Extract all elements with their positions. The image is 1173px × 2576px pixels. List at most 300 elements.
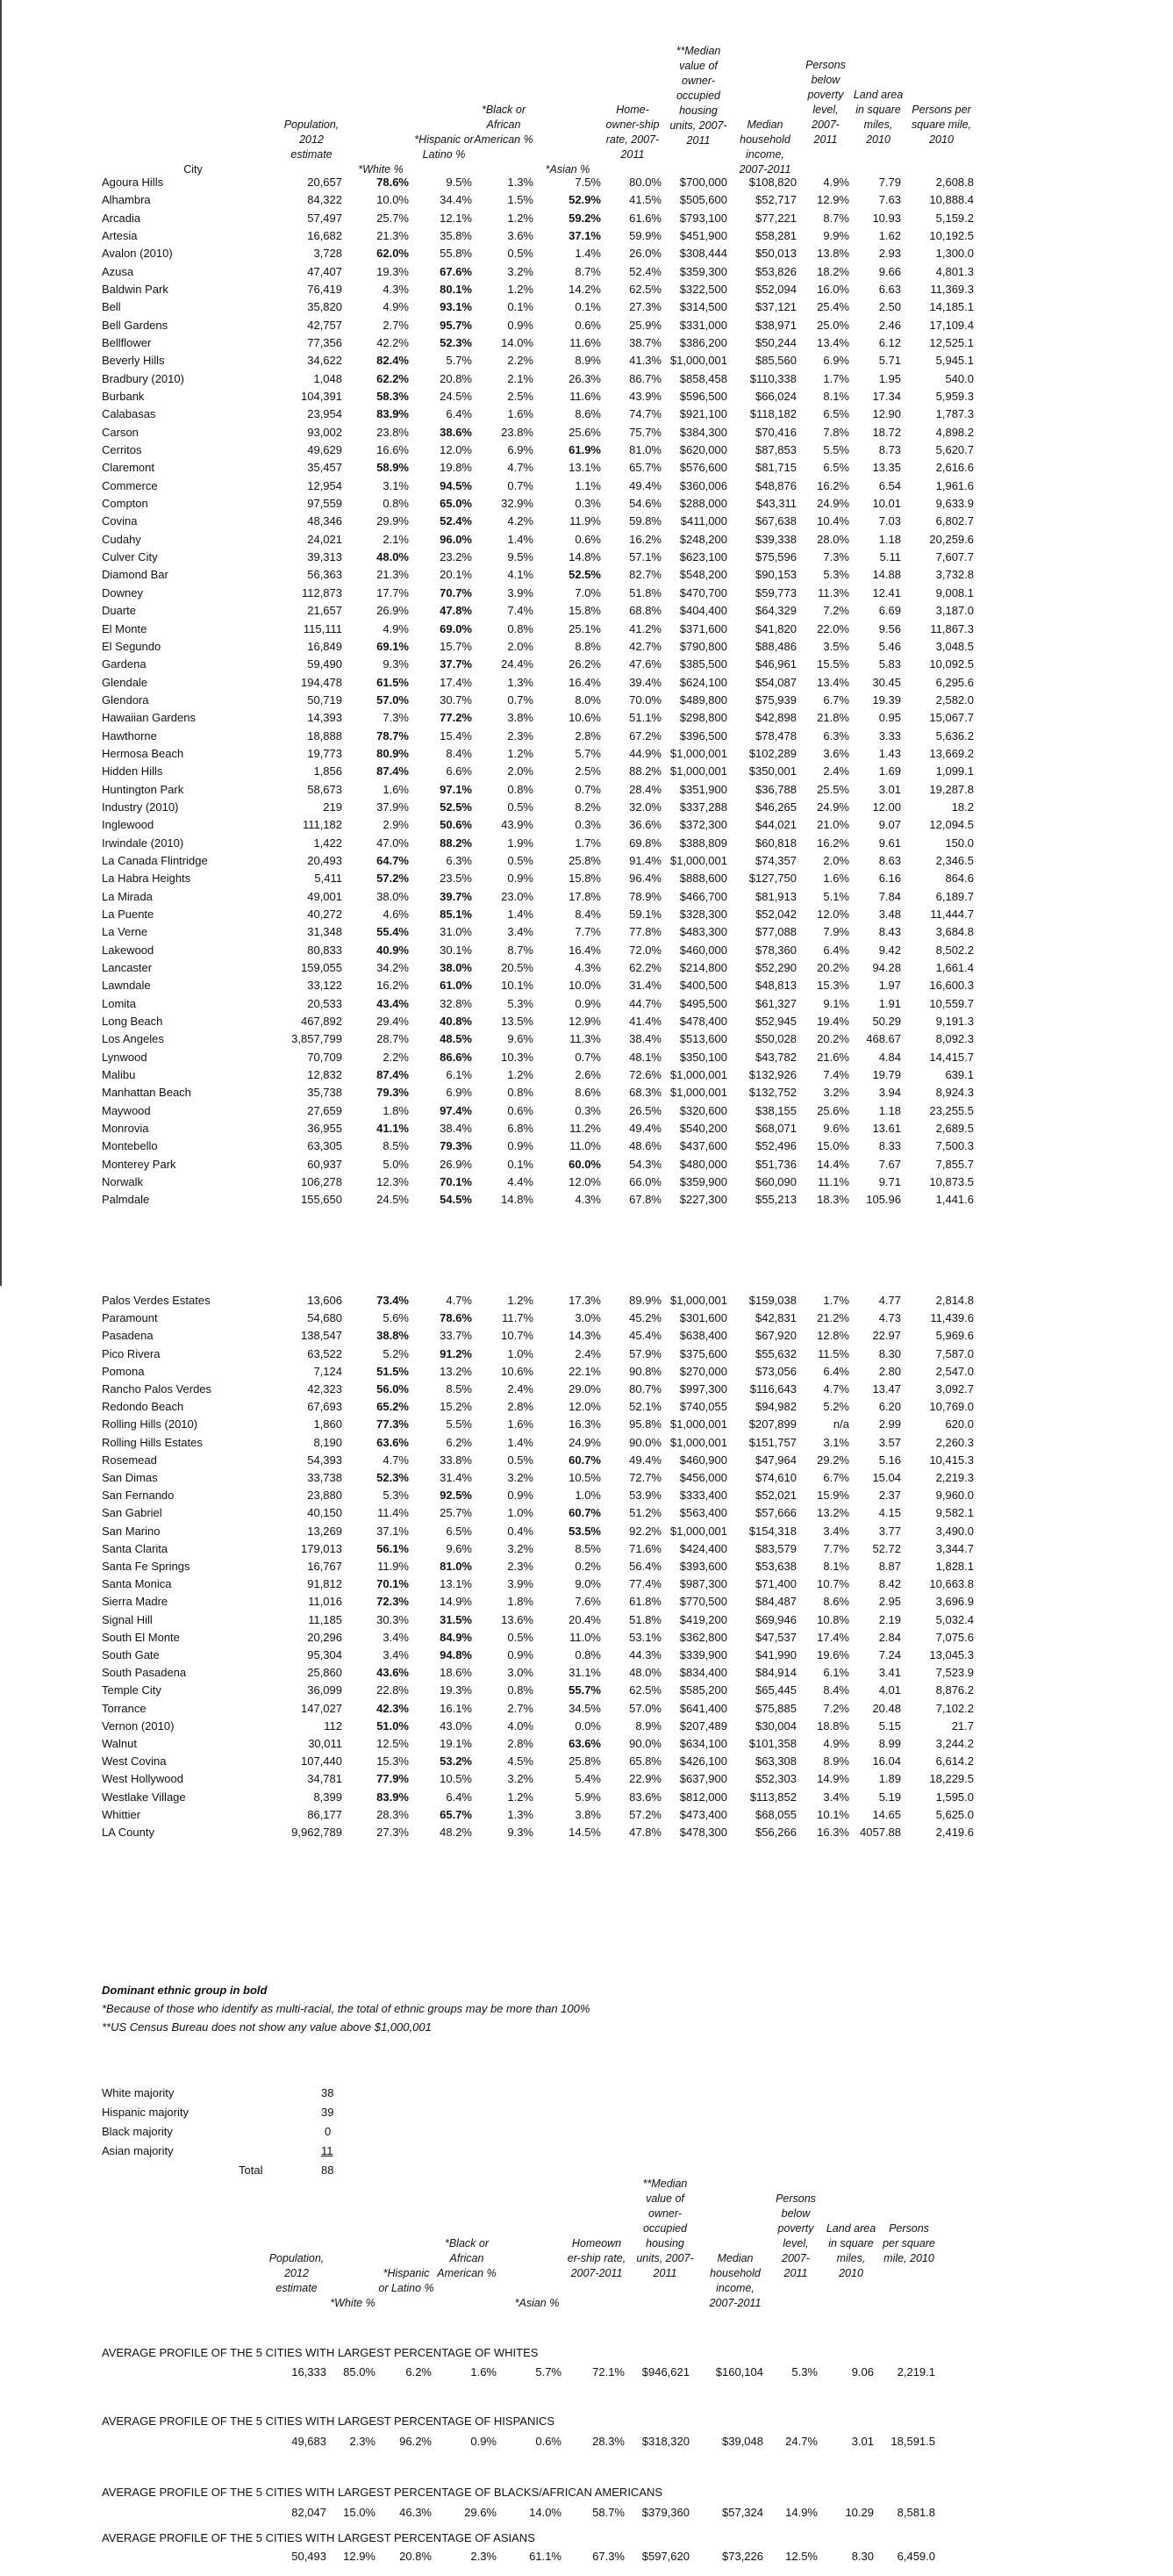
- city-name-cell: Monterey Park: [102, 1157, 176, 1171]
- data-cell: 11.7%: [502, 1311, 533, 1325]
- data-cell: 0.9%: [507, 1489, 533, 1503]
- data-cell: 62.5%: [629, 1683, 662, 1697]
- city-name-cell: Artesia: [102, 229, 138, 243]
- data-cell: 10.6%: [569, 711, 601, 725]
- profile-cell: 15.0%: [343, 2506, 376, 2519]
- profile-cell: $946,621: [641, 2365, 690, 2379]
- table-row: [0, 1487, 1173, 1504]
- data-cell: 12.0%: [440, 443, 472, 457]
- data-cell: 20,493: [307, 853, 342, 867]
- data-cell: 83.6%: [629, 1790, 662, 1804]
- data-cell: 9,960.0: [935, 1489, 974, 1503]
- header-black: *Black or African American %: [437, 2237, 497, 2279]
- city-name-cell: Gardena: [102, 657, 147, 671]
- data-cell: $812,000: [679, 1790, 727, 1804]
- data-cell: 29.0%: [569, 1382, 601, 1396]
- data-cell: 115,111: [303, 621, 342, 635]
- data-cell: $52,021: [755, 1489, 797, 1503]
- data-cell: 57.2%: [629, 1807, 662, 1821]
- data-cell: 22.9%: [629, 1772, 662, 1786]
- data-cell: 26.9%: [440, 1157, 472, 1171]
- data-cell: 6.20: [878, 1400, 901, 1414]
- data-cell: 18.3%: [817, 1193, 849, 1207]
- data-cell: 43.9%: [501, 818, 533, 832]
- data-cell: 5.5%: [823, 443, 849, 457]
- data-cell: 52.5%: [440, 800, 472, 814]
- data-cell: 10.3%: [501, 1050, 533, 1064]
- data-cell: 72.0%: [629, 943, 662, 957]
- data-cell: $740,055: [679, 1400, 727, 1414]
- data-cell: 91.2%: [440, 1346, 472, 1360]
- data-cell: 20,296: [307, 1630, 342, 1644]
- data-cell: 66.0%: [629, 1175, 662, 1189]
- data-cell: 60.7%: [569, 1506, 601, 1520]
- data-cell: 48,346: [307, 514, 342, 528]
- header-black: *Black or African American %: [474, 104, 533, 146]
- data-cell: 70.1%: [440, 1175, 472, 1189]
- data-cell: 5.4%: [575, 1772, 601, 1786]
- data-cell: 63,305: [307, 1139, 342, 1153]
- data-cell: 20,533: [307, 996, 342, 1010]
- data-cell: 6.2%: [446, 1435, 472, 1449]
- data-cell: 16,600.3: [929, 979, 974, 993]
- data-cell: 11.9%: [569, 514, 601, 528]
- data-cell: $67,638: [755, 514, 797, 528]
- data-cell: 1.2%: [507, 1294, 533, 1307]
- data-cell: $54,087: [755, 675, 797, 689]
- data-cell: 10.7%: [817, 1577, 849, 1591]
- data-cell: 4.77: [878, 1294, 901, 1307]
- profile-cell: 96.2%: [399, 2435, 432, 2448]
- data-cell: 13.35: [872, 461, 901, 475]
- data-cell: 28.0%: [817, 532, 849, 546]
- data-cell: 12.41: [872, 585, 901, 599]
- data-cell: 4.3%: [575, 1193, 601, 1207]
- data-cell: 14.8%: [569, 550, 601, 564]
- data-cell: 7.67: [878, 1157, 901, 1171]
- data-cell: $65,445: [755, 1683, 797, 1697]
- city-name-cell: La Verne: [102, 925, 148, 939]
- city-name-cell: La Puente: [102, 907, 154, 921]
- data-cell: 3,490.0: [935, 1524, 974, 1538]
- data-cell: 51.1%: [629, 711, 662, 725]
- table-row: [0, 1013, 1173, 1030]
- table-row: [0, 728, 1173, 745]
- data-cell: 9.6%: [507, 1032, 533, 1046]
- data-cell: 5.9%: [575, 1790, 601, 1804]
- data-cell: $64,329: [755, 604, 797, 618]
- city-name-cell: La Canada Flintridge: [102, 853, 208, 867]
- data-cell: 80,833: [307, 943, 342, 957]
- data-cell: 25.6%: [569, 425, 601, 439]
- data-cell: 2.46: [878, 318, 901, 332]
- data-cell: 1.2%: [507, 283, 533, 297]
- data-cell: 15.2%: [440, 1400, 472, 1414]
- data-cell: 3.94: [878, 1086, 901, 1100]
- data-cell: 13.1%: [440, 1577, 472, 1591]
- data-cell: 22.0%: [817, 621, 849, 635]
- data-cell: 59.2%: [569, 211, 601, 225]
- table-row: [0, 1593, 1173, 1611]
- data-cell: 34.2%: [376, 960, 409, 974]
- data-cell: $227,300: [679, 1193, 727, 1207]
- data-cell: 38.4%: [440, 1122, 472, 1136]
- data-cell: 87.4%: [376, 1068, 409, 1081]
- data-cell: 8,092.3: [935, 1032, 974, 1046]
- data-cell: 16.3%: [817, 1826, 849, 1839]
- data-cell: $52,290: [755, 960, 797, 974]
- table-row: [0, 495, 1173, 513]
- profile-cell: 16,333: [291, 2365, 326, 2379]
- data-cell: 7.3%: [823, 550, 849, 564]
- majority-row-asian: [102, 2142, 365, 2161]
- table-row: [0, 763, 1173, 780]
- data-cell: 8.33: [878, 1139, 901, 1153]
- data-cell: $74,610: [755, 1471, 797, 1484]
- data-cell: 6,295.6: [935, 675, 974, 689]
- data-cell: 16.3%: [569, 1417, 601, 1432]
- data-cell: $489,800: [679, 692, 727, 707]
- data-cell: 18.72: [872, 425, 901, 439]
- profile-row: [0, 2548, 1173, 2565]
- table-row: [0, 745, 1173, 763]
- data-cell: 11.2%: [569, 1122, 601, 1136]
- city-name-cell: Pico Rivera: [102, 1346, 161, 1360]
- table-row: [0, 424, 1173, 441]
- data-cell: 1.0%: [575, 1489, 601, 1503]
- data-cell: 5.0%: [383, 1157, 409, 1171]
- city-name-cell: South Pasadena: [102, 1666, 187, 1680]
- data-cell: 6.5%: [823, 461, 849, 475]
- data-cell: 33,738: [307, 1471, 342, 1484]
- data-cell: 19.39: [872, 692, 901, 707]
- profile-cell: 9.06: [851, 2365, 874, 2379]
- data-cell: $41,990: [755, 1648, 797, 1661]
- data-cell: 4.4%: [507, 1175, 533, 1189]
- data-cell: $921,100: [679, 407, 727, 421]
- header-hispanic: *Hispanic or Latino %: [378, 2267, 434, 2294]
- table-row: [0, 1173, 1173, 1191]
- table-row: [0, 692, 1173, 709]
- data-cell: $1,000,001: [669, 1086, 727, 1100]
- profile-cell: 2.3%: [349, 2435, 376, 2448]
- data-cell: $1,000,001: [669, 1294, 727, 1307]
- data-cell: 1,048: [313, 371, 342, 385]
- data-cell: 3.57: [878, 1435, 901, 1449]
- data-cell: 9,633.9: [935, 497, 974, 511]
- table-row: [0, 1292, 1173, 1310]
- data-cell: 59.1%: [629, 907, 662, 921]
- data-cell: 15.04: [872, 1471, 901, 1484]
- data-cell: $624,100: [679, 675, 727, 689]
- data-cell: 37.7%: [440, 657, 472, 671]
- data-cell: 11,439.6: [930, 1311, 974, 1325]
- data-cell: 96.0%: [440, 532, 472, 546]
- data-cell: 1.2%: [507, 1790, 533, 1804]
- data-cell: $700,000: [679, 176, 727, 189]
- data-cell: 1.6%: [383, 782, 409, 796]
- data-cell: 10,559.7: [929, 996, 974, 1010]
- data-cell: 21.6%: [817, 1050, 849, 1064]
- data-cell: 48.2%: [440, 1826, 472, 1839]
- data-cell: 7.5%: [575, 176, 601, 189]
- data-cell: $87,853: [755, 443, 797, 457]
- data-cell: $75,885: [755, 1701, 797, 1715]
- data-cell: 15.9%: [817, 1489, 849, 1503]
- data-cell: $61,327: [755, 996, 797, 1010]
- data-cell: 8.1%: [823, 390, 849, 404]
- data-cell: 12,525.1: [929, 336, 974, 350]
- data-cell: 21.3%: [376, 229, 409, 243]
- data-cell: $52,717: [755, 193, 797, 207]
- data-cell: 77.2%: [440, 711, 472, 725]
- data-cell: 107,440: [301, 1754, 342, 1769]
- table-row: [0, 870, 1173, 887]
- data-cell: 12.00: [872, 800, 901, 814]
- data-cell: 0.7%: [507, 692, 533, 707]
- data-cell: 1.1%: [575, 478, 601, 492]
- data-cell: 42,323: [307, 1382, 342, 1396]
- profile-cell: 24.7%: [785, 2435, 818, 2448]
- data-cell: 12.0%: [569, 1400, 601, 1414]
- data-cell: 8.99: [878, 1737, 901, 1750]
- table-row: [0, 245, 1173, 262]
- majority-row-white: [102, 2084, 365, 2103]
- data-cell: 3,048.5: [935, 639, 974, 653]
- data-cell: $513,600: [679, 1032, 727, 1046]
- data-cell: 55.4%: [376, 925, 409, 939]
- data-cell: 9.3%: [383, 657, 409, 671]
- data-cell: 19.3%: [440, 1683, 472, 1697]
- data-cell: 31.4%: [440, 1471, 472, 1484]
- data-cell: 6.9%: [823, 354, 849, 368]
- data-cell: 69.1%: [376, 639, 409, 653]
- data-cell: 4.7%: [507, 461, 533, 475]
- profile-cell: 14.9%: [785, 2506, 818, 2519]
- data-cell: 97.4%: [440, 1103, 472, 1117]
- profile-cell: 50,493: [291, 2550, 326, 2563]
- data-cell: 17.3%: [569, 1294, 601, 1307]
- data-cell: 1.9%: [507, 836, 533, 850]
- data-cell: 7.79: [878, 176, 901, 189]
- data-cell: 16.2%: [817, 836, 849, 850]
- data-cell: $77,221: [755, 211, 797, 225]
- profile-cell: 28.3%: [592, 2435, 625, 2448]
- data-cell: $52,094: [755, 283, 797, 297]
- data-cell: 11.9%: [377, 1560, 409, 1573]
- data-cell: $75,596: [755, 550, 797, 564]
- data-cell: 59,490: [307, 657, 342, 671]
- data-cell: $888,600: [679, 872, 727, 886]
- data-cell: 32.0%: [629, 800, 662, 814]
- data-cell: 47.6%: [629, 657, 662, 671]
- city-name-cell: Vernon (2010): [102, 1719, 175, 1733]
- data-cell: $52,303: [755, 1772, 797, 1786]
- data-cell: $384,300: [679, 425, 727, 439]
- data-cell: 9.61: [878, 836, 901, 850]
- table-row: [0, 585, 1173, 602]
- data-cell: $505,600: [679, 193, 727, 207]
- data-cell: 43.0%: [440, 1719, 472, 1733]
- data-cell: 33.7%: [440, 1329, 472, 1343]
- data-cell: 4.2%: [507, 514, 533, 528]
- city-name-cell: Hawaiian Gardens: [102, 711, 196, 725]
- data-cell: $83,579: [755, 1541, 797, 1555]
- data-cell: 47.8%: [440, 604, 472, 618]
- data-cell: 5.15: [878, 1719, 901, 1733]
- data-cell: $127,750: [748, 872, 797, 886]
- data-cell: 1.4%: [507, 532, 533, 546]
- data-cell: 0.6%: [575, 532, 601, 546]
- table-row: [0, 370, 1173, 388]
- data-cell: 12.0%: [817, 907, 849, 921]
- data-cell: 80.1%: [440, 283, 472, 297]
- data-cell: 11.6%: [569, 390, 601, 404]
- data-cell: 9.42: [878, 943, 901, 957]
- data-cell: 3,187.0: [935, 604, 974, 618]
- data-cell: 65.8%: [629, 1754, 662, 1769]
- data-cell: 219: [323, 800, 342, 814]
- table-row: [0, 656, 1173, 673]
- data-cell: $47,964: [755, 1453, 797, 1467]
- data-cell: 14.9%: [817, 1772, 849, 1786]
- city-name-cell: Rosemead: [102, 1453, 157, 1467]
- data-cell: $94,982: [755, 1400, 797, 1414]
- city-name-cell: Beverly Hills: [102, 354, 165, 368]
- data-cell: 14,393: [307, 711, 342, 725]
- city-name-cell: West Hollywood: [102, 1772, 183, 1786]
- table-row: [0, 799, 1173, 816]
- data-cell: $48,813: [755, 979, 797, 993]
- city-name-cell: Lakewood: [102, 943, 154, 957]
- data-cell: 87.4%: [376, 764, 409, 779]
- data-cell: 52.3%: [376, 1471, 409, 1484]
- data-cell: $770,500: [679, 1595, 727, 1609]
- table-row: [0, 1504, 1173, 1522]
- data-cell: 4.73: [878, 1311, 901, 1325]
- header-poverty: Persons below poverty level, 2007-2011: [776, 2192, 816, 2279]
- data-cell: 38.6%: [440, 425, 472, 439]
- data-cell: 23.5%: [440, 872, 472, 886]
- data-cell: 28.7%: [376, 1032, 409, 1046]
- data-cell: 1.6%: [823, 872, 849, 886]
- data-cell: 91.4%: [629, 853, 662, 867]
- data-cell: 36.6%: [629, 818, 662, 832]
- data-cell: 7.24: [878, 1648, 901, 1661]
- majority-value: 38: [321, 2086, 334, 2099]
- data-cell: 6.16: [878, 872, 901, 886]
- profile-cell: 58.7%: [592, 2506, 625, 2519]
- table-row: [0, 1120, 1173, 1137]
- data-cell: 0.8%: [383, 497, 409, 511]
- profile-cell: 61.1%: [529, 2550, 561, 2563]
- data-cell: 19,773: [307, 746, 342, 760]
- city-name-cell: Pasadena: [102, 1329, 154, 1343]
- city-name-cell: Covina: [102, 514, 138, 528]
- profile-cell: 46.3%: [399, 2506, 432, 2519]
- data-cell: 44.3%: [629, 1648, 662, 1661]
- data-cell: 55.7%: [569, 1683, 601, 1697]
- data-cell: 22.97: [872, 1329, 901, 1343]
- profile-cell: $73,226: [722, 2550, 763, 2563]
- data-cell: 4.9%: [383, 621, 409, 635]
- data-cell: 8.9%: [575, 354, 601, 368]
- data-cell: 3.1%: [823, 1435, 849, 1449]
- city-name-cell: Huntington Park: [102, 782, 184, 796]
- data-cell: 78.6%: [376, 176, 409, 189]
- city-name-cell: Irwindale (2010): [102, 836, 184, 850]
- data-cell: $460,000: [679, 943, 727, 957]
- city-name-cell: Montebello: [102, 1139, 158, 1153]
- data-cell: 88.2%: [440, 836, 472, 850]
- profile-cell: 10.29: [845, 2506, 874, 2519]
- data-cell: $116,643: [749, 1382, 797, 1396]
- data-cell: $53,826: [755, 264, 797, 278]
- data-cell: 0.6%: [507, 1103, 533, 1117]
- data-cell: 3.2%: [823, 1086, 849, 1100]
- data-cell: 6,802.7: [935, 514, 974, 528]
- data-cell: $151,757: [748, 1435, 797, 1449]
- data-cell: 32.9%: [501, 497, 533, 511]
- data-cell: $790,800: [679, 639, 727, 653]
- data-cell: 13.5%: [501, 1014, 533, 1028]
- data-cell: 2,219.3: [935, 1471, 974, 1484]
- data-cell: 13,045.3: [929, 1648, 974, 1661]
- table-row: [0, 1540, 1173, 1558]
- data-cell: 2,547.0: [935, 1364, 974, 1378]
- data-cell: 13.2%: [817, 1506, 849, 1520]
- data-cell: 2.4%: [575, 1346, 601, 1360]
- city-name-cell: Inglewood: [102, 818, 154, 832]
- data-cell: 94.5%: [440, 478, 472, 492]
- data-cell: 14.5%: [569, 1826, 601, 1839]
- table-row: [0, 1558, 1173, 1575]
- data-cell: $51,736: [755, 1157, 797, 1171]
- data-cell: 31.0%: [440, 925, 472, 939]
- data-cell: 14.3%: [569, 1329, 601, 1343]
- data-cell: 3.9%: [507, 1577, 533, 1591]
- data-cell: $248,200: [679, 532, 727, 546]
- data-cell: 69.8%: [629, 836, 662, 850]
- data-cell: 48.0%: [376, 550, 409, 564]
- data-cell: 12.90: [872, 407, 901, 421]
- header-white: *White %: [358, 163, 404, 176]
- data-cell: 11.1%: [818, 1175, 849, 1189]
- data-cell: $118,182: [749, 407, 797, 421]
- data-cell: 4.0%: [507, 1719, 533, 1733]
- data-cell: 23.8%: [501, 425, 533, 439]
- data-cell: 74.7%: [629, 407, 662, 421]
- city-name-cell: La Habra Heights: [102, 872, 191, 886]
- data-cell: 39.7%: [440, 889, 472, 903]
- data-cell: 3.0%: [507, 1666, 533, 1680]
- data-cell: $60,090: [755, 1175, 797, 1189]
- data-cell: 1.62: [878, 229, 901, 243]
- data-cell: $53,638: [755, 1560, 797, 1573]
- city-name-cell: Rolling Hills (2010): [102, 1417, 198, 1432]
- data-cell: 30.7%: [440, 692, 472, 707]
- city-name-cell: Lomita: [102, 996, 137, 1010]
- table-row: [0, 477, 1173, 495]
- data-cell: $548,200: [679, 568, 727, 582]
- data-cell: $42,831: [755, 1311, 797, 1325]
- data-cell: 38.7%: [629, 336, 662, 350]
- data-cell: 7.4%: [507, 604, 533, 618]
- profile-cell: 82,047: [291, 2506, 326, 2519]
- data-cell: $328,300: [679, 907, 727, 921]
- data-cell: 11,369.3: [930, 283, 974, 297]
- profile-row: [0, 2364, 1173, 2381]
